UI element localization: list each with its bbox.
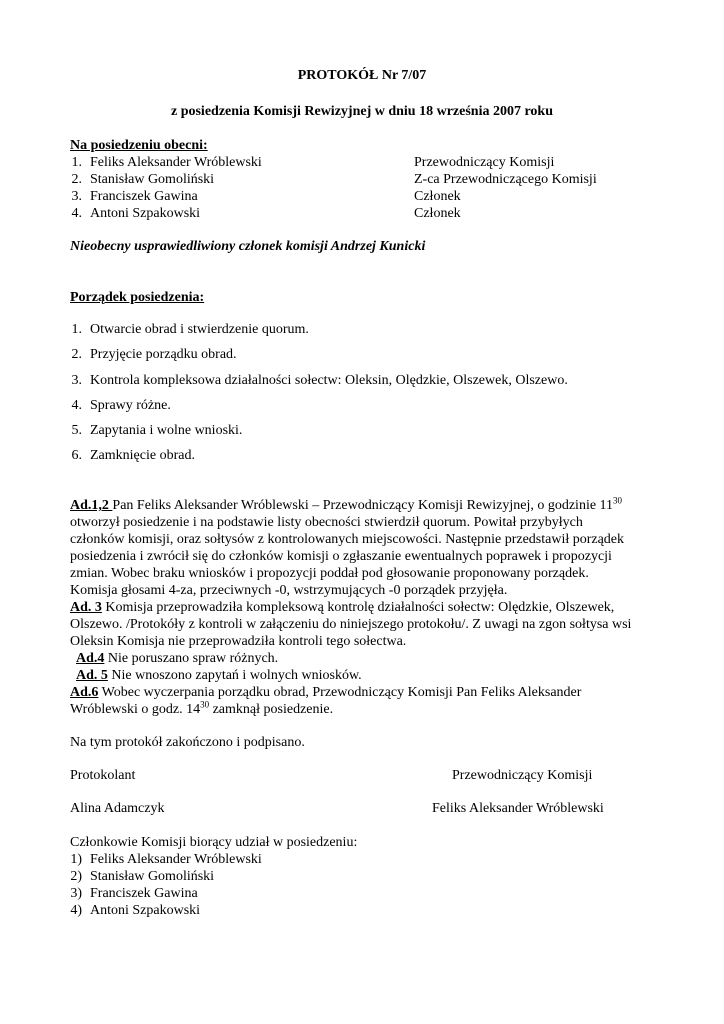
member-name: Franciszek Gawina xyxy=(90,189,198,204)
signature-left-name: Alina Adamczyk xyxy=(70,801,165,816)
participant-number: 1) xyxy=(70,852,82,867)
signature-right-name: Feliks Aleksander Wróblewski xyxy=(432,801,604,816)
member-row xyxy=(62,154,262,171)
ad3-line: Olszewo. /Protokóły z kontroli w załączeniu do niniejszego protokołu/. Z uwagi na zgon sołtysa wsi xyxy=(70,617,632,632)
agenda-item-number: 2. xyxy=(71,347,82,362)
document-subtitle: z posiedzenia Komisji Rewizyjnej w dniu 18 września 2007 roku xyxy=(170,104,553,119)
ad12-line: posiedzenia i zwrócił się do członków komisji o zgłaszanie ewentualnych poprawek i propozycji xyxy=(70,549,612,564)
agenda-item xyxy=(62,422,242,439)
participant-name: Antoni Szpakowski xyxy=(90,903,201,918)
participant-number: 3) xyxy=(70,886,82,901)
present-heading: Na posiedzeniu obecni: xyxy=(70,138,208,153)
agenda-item-text: Kontrola kompleksowa działalności sołectw: Oleksin, Olędzkie, Olszewek, Olszewo. xyxy=(90,373,568,388)
participant-item xyxy=(62,851,262,868)
ad4-label: Ad.4 xyxy=(76,651,105,666)
member-name: Feliks Aleksander Wróblewski xyxy=(90,155,262,170)
signature-left-role: Protokolant xyxy=(70,768,136,783)
ad12-line: członków komisji, oraz sołtysów z kontrolowanych miejscowości. Następnie przedstawił porządek xyxy=(70,532,625,547)
document-title: PROTOKÓŁ Nr 7/07 xyxy=(297,68,427,83)
ad5-label: Ad. 5 xyxy=(76,668,108,683)
agenda-item xyxy=(62,447,195,464)
participant-item xyxy=(62,885,198,902)
ad12-line: zmian. Wobec braku wniosków i propozycji poddał pod głosowanie proponowany porządek. xyxy=(70,566,589,581)
agenda-item-number: 3. xyxy=(71,373,82,388)
agenda-item-number: 5. xyxy=(71,423,82,438)
ad12-label: Ad.1,2 xyxy=(70,498,113,513)
member-role: Przewodniczący Komisji xyxy=(414,155,555,170)
agenda-item-text: Przyjęcie porządku obrad. xyxy=(90,347,237,362)
member-role: Członek xyxy=(414,206,461,221)
ad12-line xyxy=(70,497,656,514)
agenda-item-text: Otwarcie obrad i stwierdzenie quorum. xyxy=(90,322,309,337)
member-role: Członek xyxy=(414,189,461,204)
ad5-text: Nie wnoszono zapytań i wolnych wniosków. xyxy=(107,668,362,683)
ad12-line: otworzył posiedzenie i na podstawie listy obecności stwierdził quorum. Powitał przybyłych xyxy=(70,515,583,530)
participant-name: Feliks Aleksander Wróblewski xyxy=(90,852,262,867)
agenda-item-text: Zapytania i wolne wnioski. xyxy=(90,423,243,438)
ad6-text: Wróblewski o godz. 14 xyxy=(70,702,201,717)
member-number: 1. xyxy=(71,155,82,170)
member-name: Antoni Szpakowski xyxy=(90,206,201,221)
participants-heading: Członkowie Komisji biorący udział w posiedzeniu: xyxy=(70,835,358,850)
participant-item xyxy=(62,868,214,885)
agenda-heading: Porządek posiedzenia: xyxy=(70,290,205,305)
member-row xyxy=(62,188,198,205)
ad4-text: Nie poruszano spraw różnych. xyxy=(104,651,279,666)
agenda-item-text: Sprawy różne. xyxy=(90,398,171,413)
ad6-text: Wobec wyczerpania porządku obrad, Przewodniczący Komisji Pan Feliks Aleksander xyxy=(98,685,582,700)
participant-number: 4) xyxy=(70,903,82,918)
ad6-text: zamknął posiedzenie. xyxy=(209,702,334,717)
agenda-item xyxy=(62,346,237,363)
ad5-line xyxy=(70,667,656,684)
ad6-superscript: 30 xyxy=(200,699,210,710)
signature-right-role: Przewodniczący Komisji xyxy=(452,768,593,783)
participant-item xyxy=(62,902,200,919)
member-number: 3. xyxy=(71,189,82,204)
absent-note: Nieobecny usprawiedliwiony członek komisji Andrzej Kunicki xyxy=(70,239,426,254)
member-row xyxy=(62,205,200,222)
member-row xyxy=(62,171,214,188)
proceedings-section xyxy=(70,497,656,718)
agenda-item-number: 1. xyxy=(71,322,82,337)
ad6-label: Ad.6 xyxy=(70,685,99,700)
participant-name: Stanisław Gomoliński xyxy=(90,869,215,884)
member-role: Z-ca Przewodniczącego Komisji xyxy=(414,172,597,187)
participant-number: 2) xyxy=(70,869,82,884)
ad4-line xyxy=(70,650,656,667)
ad6-line xyxy=(70,684,656,701)
agenda-item-number: 6. xyxy=(71,448,82,463)
participant-name: Franciszek Gawina xyxy=(90,886,198,901)
agenda-item xyxy=(62,397,171,414)
agenda-item-text: Zamknięcie obrad. xyxy=(90,448,195,463)
ad12-line: Komisja głosami 4-za, przeciwnych -0, wstrzymujących -0 porządek przyjęła. xyxy=(70,583,508,598)
member-name: Stanisław Gomoliński xyxy=(90,172,215,187)
member-number: 4. xyxy=(71,206,82,221)
ad3-line xyxy=(70,599,656,616)
agenda-item-number: 4. xyxy=(71,398,82,413)
ad12-text: Pan Feliks Aleksander Wróblewski – Przewodniczący Komisji Rewizyjnej, o godzinie 11 xyxy=(112,498,614,513)
member-number: 2. xyxy=(71,172,82,187)
agenda-item xyxy=(62,372,568,389)
ad12-superscript: 30 xyxy=(613,495,623,506)
ad3-label: Ad. 3 xyxy=(70,600,102,615)
ad6-line xyxy=(70,701,656,718)
agenda-item xyxy=(62,321,309,338)
ad3-text: Komisja przeprowadziła kompleksową kontrolę działalności sołectw: Olędzkie, Olszewek, xyxy=(101,600,615,615)
ad3-line: Oleksin Komisja nie przeprowadziła kontroli tego sołectwa. xyxy=(70,634,407,649)
closing-statement: Na tym protokół zakończono i podpisano. xyxy=(70,735,305,750)
